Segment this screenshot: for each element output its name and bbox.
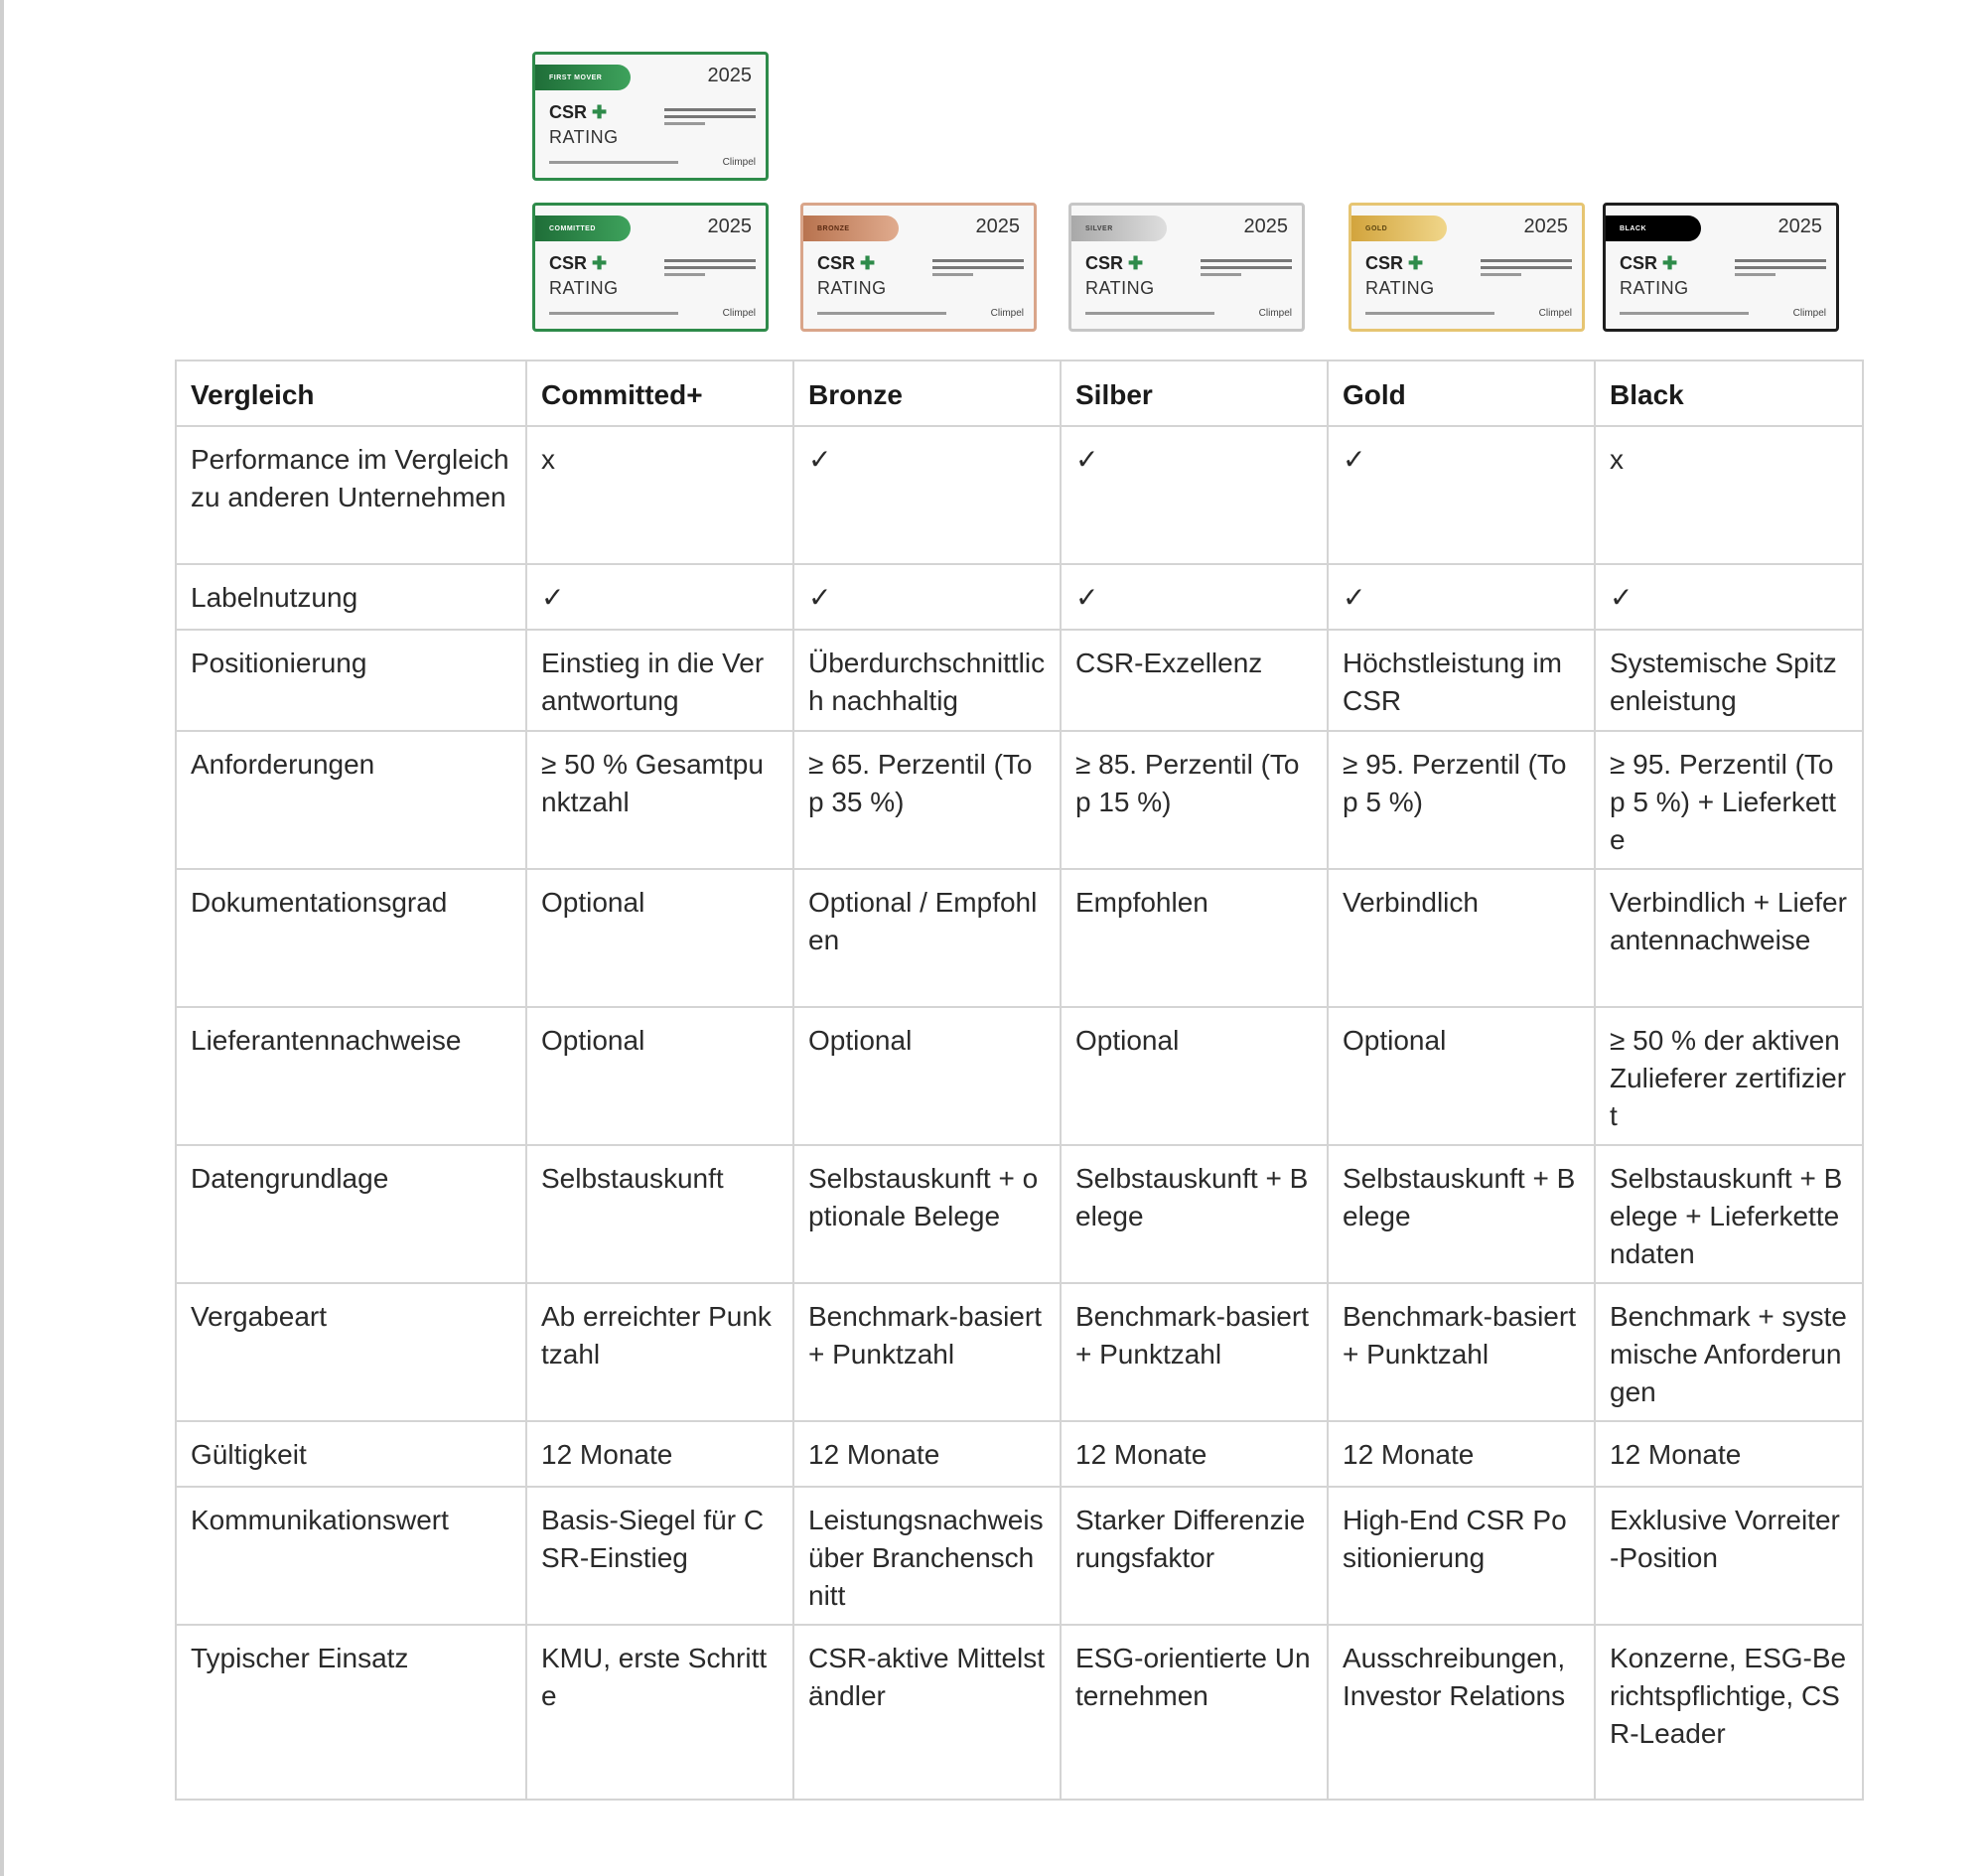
table-cell: Starker Differenzierungsfaktor [1061, 1487, 1328, 1625]
badge-ribbon: BLACK [1606, 216, 1701, 241]
table-cell: Benchmark + systemische Anforderungen [1595, 1283, 1863, 1421]
badge-brand: Climpel [722, 308, 756, 319]
table-cell: Selbstauskunft + Belege + Lieferkettendaten [1595, 1145, 1863, 1283]
badge-year: 2025 [707, 65, 752, 86]
badge-ribbon: GOLD [1351, 216, 1447, 241]
table-cell: Systemische Spitzenleistung [1595, 630, 1863, 731]
table-cell: KMU, erste Schritte [526, 1625, 793, 1800]
badge-csr-text [1620, 253, 1677, 274]
table-cell: Konzerne, ESG-Berichtspflichtige, CSR-Leader [1595, 1625, 1863, 1800]
header-cell: Black [1595, 361, 1863, 426]
table-cell: Selbstauskunft [526, 1145, 793, 1283]
table-row [176, 1625, 1863, 1800]
table-cell: Optional [526, 1007, 793, 1145]
table-cell: Verbindlich + Lieferantennachweise [1595, 869, 1863, 1007]
badge-fineprint [932, 259, 1024, 280]
badge-ribbon: SILVER [1071, 216, 1167, 241]
row-label: Gültigkeit [176, 1421, 526, 1487]
header-cell: Vergleich [176, 361, 526, 426]
table-cell: Höchstleistung im CSR [1328, 630, 1595, 731]
badge-brand: Climpel [1258, 308, 1292, 319]
table-cell: Empfohlen [1061, 869, 1328, 1007]
table-cell: CSR-aktive Mittelständler [793, 1625, 1061, 1800]
table-cell: 12 Monate [1595, 1421, 1863, 1487]
table-cell: x [1595, 426, 1863, 564]
table-row [176, 1421, 1863, 1487]
badge-bottom-line [549, 312, 678, 315]
table-cell: Leistungsnachweis über Branchenschnitt [793, 1487, 1061, 1625]
badge-csr-text [817, 253, 875, 274]
badge-rating-text: RATING [1620, 278, 1689, 298]
table-cell: ✓ [1328, 564, 1595, 630]
badge-csr-text [549, 253, 607, 274]
badge-fineprint [664, 259, 756, 280]
table-cell: 12 Monate [526, 1421, 793, 1487]
badge-csr-text [1085, 253, 1143, 274]
table-cell: Verbindlich [1328, 869, 1595, 1007]
table-row [176, 1487, 1863, 1625]
badge-csr-word: CSR [817, 253, 856, 273]
table-cell: ESG-orientierte Unternehmen [1061, 1625, 1328, 1800]
table-row [176, 630, 1863, 731]
table-cell: Exklusive Vorreiter-Position [1595, 1487, 1863, 1625]
table-row [176, 1145, 1863, 1283]
table-cell: ✓ [1328, 426, 1595, 564]
badge-bottom-line [1085, 312, 1214, 315]
badge-csr-word: CSR [549, 102, 588, 122]
table-cell: Benchmark-basiert + Punktzahl [793, 1283, 1061, 1421]
row-label: Vergabeart [176, 1283, 526, 1421]
table-cell: ✓ [793, 564, 1061, 630]
badge-bottom-line [817, 312, 946, 315]
badge-fineprint [664, 108, 756, 129]
plus-icon: ✚ [860, 253, 876, 273]
plus-icon: ✚ [592, 253, 608, 273]
table-row [176, 869, 1863, 1007]
table-cell: ≥ 50 % Gesamtpunktzahl [526, 731, 793, 869]
badge-csr-word: CSR [1365, 253, 1404, 273]
badge-gold [1349, 203, 1585, 332]
plus-icon: ✚ [1408, 253, 1424, 273]
badge-committed [532, 203, 769, 332]
badge-csr-word: CSR [1085, 253, 1124, 273]
plus-icon: ✚ [1128, 253, 1144, 273]
table-header-row [176, 361, 1863, 426]
table-cell: Ausschreibungen, Investor Relations [1328, 1625, 1595, 1800]
table-cell: Selbstauskunft + optionale Belege [793, 1145, 1061, 1283]
table-cell: Optional / Empfohlen [793, 869, 1061, 1007]
table-cell: Überdurchschnittlich nachhaltig [793, 630, 1061, 731]
badge-rating-text: RATING [1085, 278, 1155, 298]
table-cell: ≥ 85. Perzentil (Top 15 %) [1061, 731, 1328, 869]
table-cell: ✓ [1061, 426, 1328, 564]
header-cell: Committed+ [526, 361, 793, 426]
header-cell: Silber [1061, 361, 1328, 426]
table-cell: Optional [793, 1007, 1061, 1145]
table-cell: ✓ [793, 426, 1061, 564]
header-cell: Gold [1328, 361, 1595, 426]
plus-icon: ✚ [1662, 253, 1678, 273]
badge-year: 2025 [1243, 216, 1288, 237]
table-cell: CSR-Exzellenz [1061, 630, 1328, 731]
badge-year: 2025 [1523, 216, 1568, 237]
badge-ribbon: COMMITTED [535, 216, 631, 241]
row-label: Anforderungen [176, 731, 526, 869]
header-cell: Bronze [793, 361, 1061, 426]
badge-fineprint [1735, 259, 1826, 280]
badge-csr-text [549, 102, 607, 123]
badge-year: 2025 [975, 216, 1020, 237]
table-row [176, 1283, 1863, 1421]
table-cell: x [526, 426, 793, 564]
row-label: Positionierung [176, 630, 526, 731]
comparison-table [175, 360, 1864, 1801]
row-label: Labelnutzung [176, 564, 526, 630]
badge-fineprint [1481, 259, 1572, 280]
table-row [176, 426, 1863, 564]
row-label: Kommunikationswert [176, 1487, 526, 1625]
badge-bottom-line [1620, 312, 1749, 315]
badge-brand: Climpel [1792, 308, 1826, 319]
badge-ribbon: BRONZE [803, 216, 899, 241]
badge-brand: Climpel [1538, 308, 1572, 319]
table-cell: 12 Monate [793, 1421, 1061, 1487]
badge-rating-text: RATING [1365, 278, 1435, 298]
badge-csr-word: CSR [1620, 253, 1658, 273]
badge-rating-text: RATING [817, 278, 887, 298]
table-cell: Optional [1061, 1007, 1328, 1145]
badge-fineprint [1201, 259, 1292, 280]
badge-rating-text: RATING [549, 278, 619, 298]
badge-csr-text [1365, 253, 1423, 274]
table-cell: ≥ 50 % der aktiven Zulieferer zertifiziert [1595, 1007, 1863, 1145]
table-cell: ≥ 95. Perzentil (Top 5 %) [1328, 731, 1595, 869]
badge-silver [1068, 203, 1305, 332]
row-label: Dokumentationsgrad [176, 869, 526, 1007]
table-cell: 12 Monate [1061, 1421, 1328, 1487]
table-cell: Einstieg in die Verantwortung [526, 630, 793, 731]
badge-brand: Climpel [990, 308, 1024, 319]
row-label: Performance im Vergleich zu anderen Unternehmen [176, 426, 526, 564]
badge-rating-text: RATING [549, 127, 619, 147]
table-cell: Optional [526, 869, 793, 1007]
table-row [176, 731, 1863, 869]
table-cell: Selbstauskunft + Belege [1061, 1145, 1328, 1283]
plus-icon: ✚ [592, 102, 608, 122]
table-cell: 12 Monate [1328, 1421, 1595, 1487]
table-cell: High-End CSR Positionierung [1328, 1487, 1595, 1625]
table-cell: ≥ 65. Perzentil (Top 35 %) [793, 731, 1061, 869]
table-cell: ✓ [1595, 564, 1863, 630]
badge-bottom-line [1365, 312, 1494, 315]
row-label: Datengrundlage [176, 1145, 526, 1283]
badge-year: 2025 [707, 216, 752, 237]
table-cell: ✓ [1061, 564, 1328, 630]
table-cell: Selbstauskunft + Belege [1328, 1145, 1595, 1283]
row-label: Lieferantennachweise [176, 1007, 526, 1145]
table-cell: Benchmark-basiert + Punktzahl [1328, 1283, 1595, 1421]
badge-brand: Climpel [722, 157, 756, 168]
table-cell: Optional [1328, 1007, 1595, 1145]
row-label: Typischer Einsatz [176, 1625, 526, 1800]
badge-csr-word: CSR [549, 253, 588, 273]
table-cell: ✓ [526, 564, 793, 630]
table-row [176, 564, 1863, 630]
table-cell: ≥ 95. Perzentil (Top 5 %) + Lieferkette [1595, 731, 1863, 869]
table-cell: Ab erreichter Punktzahl [526, 1283, 793, 1421]
table-cell: Benchmark-basiert + Punktzahl [1061, 1283, 1328, 1421]
badge-bottom-line [549, 161, 678, 164]
table-cell: Basis-Siegel für CSR-Einstieg [526, 1487, 793, 1625]
badge-year: 2025 [1777, 216, 1822, 237]
badge-first-mover [532, 52, 769, 181]
badge-black [1603, 203, 1839, 332]
table-row [176, 1007, 1863, 1145]
badge-ribbon: FIRST MOVER [535, 65, 631, 90]
page-left-border [0, 0, 4, 1876]
badge-bronze [800, 203, 1037, 332]
